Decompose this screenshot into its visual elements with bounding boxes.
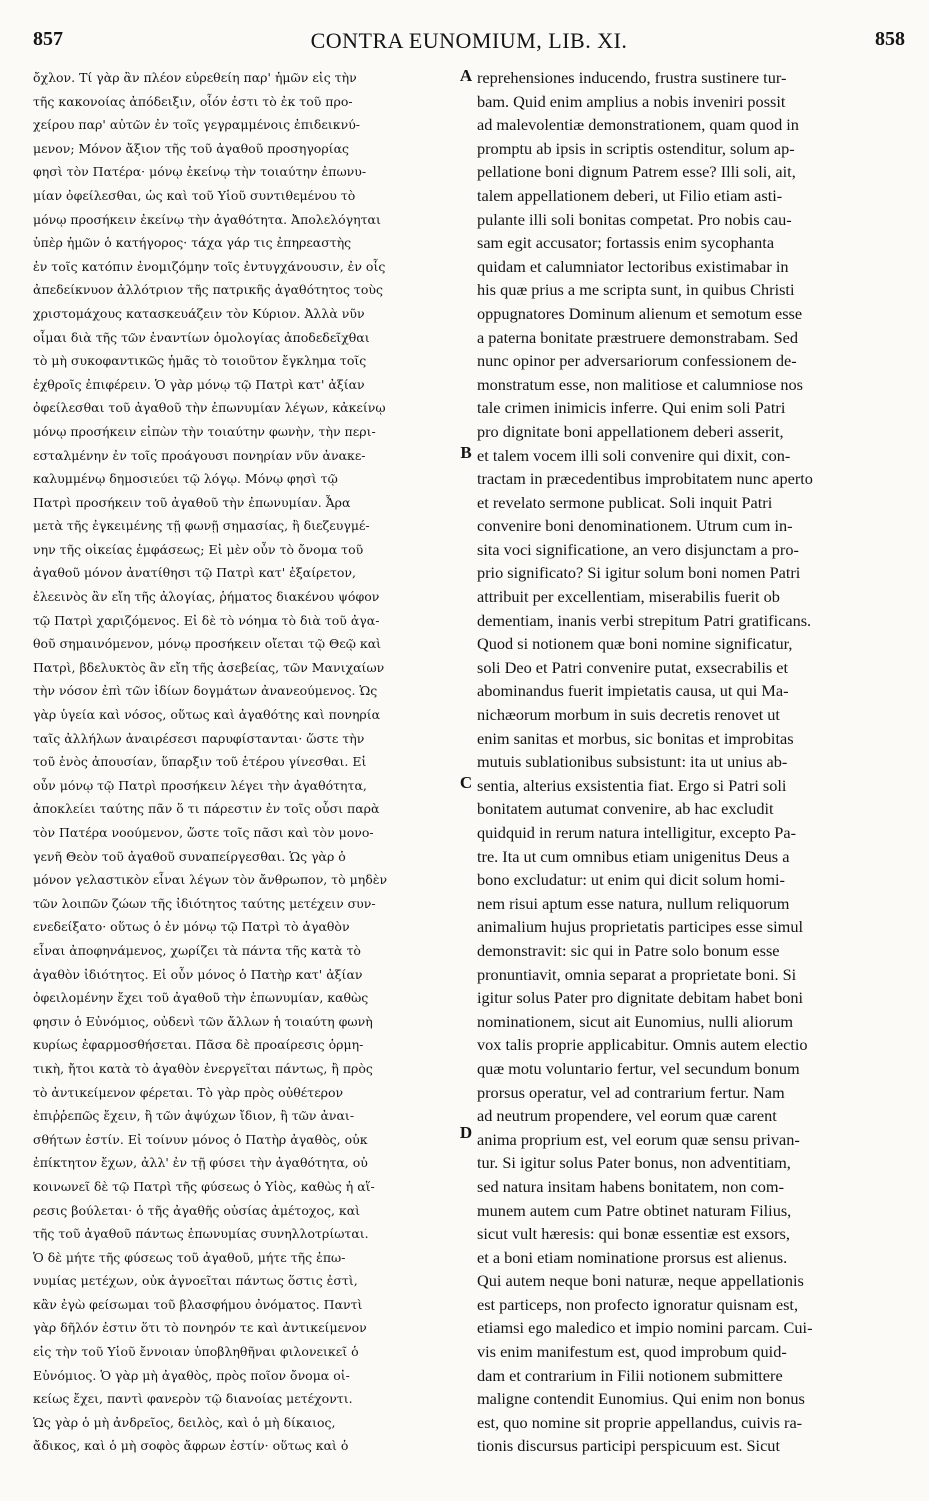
latin-text-line: animalium hujus proprietatis participes esse simul (477, 917, 804, 937)
latin-text-line: nunc opinor per adversariorum confessionem de- (477, 351, 797, 371)
latin-text-line: quæ motu voluntario fertur, vel secundum bonum (477, 1058, 800, 1078)
greek-text-line: μόνῳ προσήκειν ἐκείνῳ τὴν ἀγαθότητα. Ἀπολελόγηται (33, 211, 381, 227)
latin-text-line: et revelato sermone publicat. Soli inquit Patri (477, 492, 773, 512)
greek-text-line: σθήτων ἐστίν. Εἰ τοίνυν μόνος ὁ Πατὴρ ἀγαθὸς, οὐκ (33, 1131, 368, 1147)
latin-text-line: maligne contendit Eunomius. Qui enim non bonus (477, 1389, 805, 1409)
greek-text-line: τῷ Πατρὶ χαριζόμενος. Εἰ δὲ τὸ νόημα τὸ διὰ τοῦ ἀγα- (33, 612, 380, 628)
greek-text-line: ἐπίκτητον ἔχων, ἀλλ' ἐν τῇ φύσει τὴν ἀγαθότητα, οὐ (33, 1155, 368, 1171)
latin-text-line: est particeps, non profecto ignoratur quisnam est, (477, 1294, 799, 1314)
latin-text-line: et a boni etiam nominatione prorsus est alienus. (477, 1247, 788, 1267)
greek-text-line: κοινωνεῖ δὲ τῷ Πατρὶ τῆς φύσεως ὁ Υἱὸς, καθὼς ἡ αἵ- (33, 1178, 375, 1194)
margin-marker-b: B (460, 443, 472, 462)
greek-text-line: ενεδείξατο· οὕτως ὁ ἐν μόνῳ τῷ Πατρὶ τὸ ἀγαθὸν (33, 919, 350, 935)
latin-text-line: quidquid in rerum natura intelligitur, excepto Pa- (477, 823, 797, 842)
page-number-right: 858 (875, 28, 905, 50)
latin-text-line: sed natura insitam habens bonitatem, non com- (477, 1176, 785, 1196)
latin-text-line: igitur solus Pater pro dignitate debitam habet boni (477, 988, 804, 1008)
latin-text-line: sentia, alterius exsistentia fiat. Ergo si Patri soli (477, 775, 787, 795)
latin-text-line: promptu ab ipsis in scriptis ostenditur, solum ap- (477, 138, 795, 158)
latin-text-line: ad neutrum propendere, vel eorum quæ carent (477, 1106, 777, 1126)
greek-text-line: εἶναι ἀποφηνάμενος, χωρίζει τὰ πάντα τῆς κατὰ τὸ (33, 942, 361, 958)
greek-text-line: ἐχθροῖς ἐπιφέρειν. Ὁ γὰρ μόνῳ τῷ Πατρὶ κατ' ἀξίαν (33, 376, 365, 392)
margin-marker-c: C (459, 773, 473, 792)
greek-text-line: ὀφείλεσθαι τοῦ ἀγαθοῦ τὴν ἐπωνυμίαν λέγων, κἀκείνῳ (33, 400, 386, 416)
greek-text-line: ἀποκλείει ταύτης πᾶν ὅ τι πάρεστιν ἐν τοῖς οὖσι παρὰ (33, 801, 380, 817)
greek-text-line: Πατρὶ προσήκειν τοῦ ἀγαθοῦ τὴν ἐπωνυμίαν. Ἆρα (33, 494, 351, 510)
greek-text-line: μόνον γελαστικὸν εἶναι λέγων τὸν ἄνθρωπον, τὸ μηδὲν (33, 872, 388, 888)
greek-text-line: ἐν τοῖς κατόπιν ἐνομιζόμην τοῖς ἐντυγχάνουσιν, ἐν οἷς (33, 258, 386, 274)
greek-text-line: τὸν Πατέρα νοούμενον, ὥστε τοῖς πᾶσι καὶ τὸν μονο- (33, 825, 374, 840)
latin-text-line: nem risui aptum esse natura, nullum reliquorum (477, 893, 790, 913)
greek-text-line: Ὡς γὰρ ὁ μὴ ἀνδρεῖος, δειλὸς, καὶ ὁ μὴ δίκαιος, (33, 1414, 336, 1430)
latin-text-line: oppugnatores Dominum alienum et semotum esse (477, 303, 803, 323)
greek-text-line: τῶν λοιπῶν ζώων τῆς ἰδιότητος ταύτης μετέχειν συν- (33, 895, 376, 911)
latin-text-line: tionis discursus participi perspicuum est. Sicut (477, 1436, 780, 1456)
greek-text-line: τοῦ ἑνὸς ἀπουσίαν, ὕπαρξιν τοῦ ἑτέρου γίνεσθαι. Εἰ (33, 754, 367, 770)
greek-text-column (33, 66, 455, 1458)
latin-text-line: bonitatem autumat convenire, ab hac excludit (477, 799, 774, 819)
latin-text-line: monstratum esse, non malitiose et calumniose nos (477, 374, 804, 394)
latin-text-line: munem autem cum Patre obtinet naturam Filius, (477, 1200, 792, 1220)
greek-text-line: καλυμμένῳ δημοσιεύει τῷ λόγῳ. Μόνῳ φησὶ τῷ (33, 471, 338, 487)
greek-text-line: ἀπεδείκνυον ἀλλότριον τῆς πατρικῆς ἀγαθότητος τοὺς (33, 282, 383, 298)
greek-text-line: εσταλμένην ἐν τοῖς προάγουσι πονηρίαν νῦν ἀνακε- (33, 447, 366, 463)
latin-text-line: dementiam, inanis verbi strepitum Patri gratificans. (477, 610, 812, 630)
latin-text-line: ad malevolentiæ demonstrationem, quam quod in (477, 115, 799, 135)
greek-text-line: γενῆ Θεὸν τοῦ ἀγαθοῦ συναπείργεσθαι. Ὡς γὰρ ὁ (33, 848, 346, 864)
greek-text-line: ἐπιῤῥεπῶς ἔχειν, ἢ τῶν ἀψύχων ἴδιον, ἢ τῶν ἀναι- (33, 1108, 355, 1124)
page-header (33, 28, 905, 62)
latin-text-line: attribuit per excellentiam, miserabilis fuerit ob (477, 587, 780, 607)
latin-text-line: enim sanitas et morbus, sic bonitas et improbitas (477, 728, 794, 748)
latin-text-line: et talem vocem illi soli convenire qui dixit, con- (477, 445, 791, 465)
greek-text-line: θοῦ σημαινόμενον, μόνῳ προσήκειν οἴεται τῷ Θεῷ καὶ (33, 636, 382, 652)
greek-text-line: ἀγαθοῦ μόνον ἀνατίθησι τῷ Πατρὶ κατ' ἐξαίρετον, (33, 565, 356, 581)
greek-text-line: χριστομάχους κατασκευάζειν τὸν Κύριον. Ἀλλὰ νῦν (33, 305, 365, 321)
latin-text-column (477, 66, 907, 1458)
greek-text-line: Εὐνόμιος. Ὁ γὰρ μὴ ἀγαθὸς, πρὸς ποῖον ὄνομα οἰ- (33, 1367, 350, 1383)
greek-text-line: γὰρ ὑγεία καὶ νόσος, οὕτως καὶ ἀγαθότης καὶ πονηρία (33, 707, 381, 723)
greek-text-line: νυμίας μετέχων, οὐκ ἀγνοεῖται πάντως ὅστις ἐστὶ, (33, 1273, 358, 1289)
greek-text-line: ὄχλον. Τί γὰρ ἂν πλέον εὑρεθείη παρ' ἡμῶν εἰς τὴν (33, 70, 357, 85)
latin-text-line: anima proprium est, vel eorum quæ sensu privan- (477, 1129, 800, 1149)
latin-text-line: est, quo nomine sit proprie appellandus, cuivis ra- (477, 1412, 803, 1432)
greek-text-line: ἀγαθὸν ἰδιότητος. Εἰ οὖν μόνος ὁ Πατὴρ κατ' ἀξίαν (33, 966, 363, 982)
latin-text-line: pro dignitate boni appellationem deberi asserit, (477, 421, 784, 441)
latin-text-line: tractam in præcedentibus improbitatem nunc aperto (477, 469, 813, 489)
latin-text-line: mutuis sublationibus subsistunt: ita ut unius ab- (477, 752, 788, 772)
latin-text-line: demonstravit: sic qui in Patre solo bonum esse (477, 940, 780, 960)
margin-marker-a: A (459, 66, 473, 85)
greek-text-line: Ὁ δὲ μήτε τῆς φύσεως τοῦ ἀγαθοῦ, μήτε τῆς ἐπω- (33, 1249, 346, 1265)
greek-text-line: χείρου παρ' αὐτῶν ἐν τοῖς γεγραμμένοις ἐπιδεικνύ- (33, 117, 361, 133)
greek-text-line: οὖν μόνῳ τῷ Πατρὶ προσήκειν λέγει τὴν ἀγαθότητα, (33, 777, 367, 793)
latin-text-line: pronuntiavit, omnia separat a proprietate boni. Si (477, 964, 797, 984)
latin-text-line: nichæorum morbum in suis decretis renovet ut (477, 705, 780, 725)
greek-text-line: τῆς κακονοίας ἀπόδειξιν, οἷόν ἐστι τὸ ἐκ τοῦ προ- (33, 93, 353, 109)
latin-text-line: his quæ prius a me scripta sunt, in quibus Christi (477, 280, 795, 300)
latin-text-line: quidam et calumniator lectoribus existimabar in (477, 256, 789, 276)
greek-text-line: οἶμαι διὰ τῆς τῶν ἐναντίων ὁμολογίας ἀποδεδεῖχθαι (33, 329, 370, 345)
greek-text-line: τικὴ, ἤτοι κατὰ τὸ ἀγαθὸν ἐνεργεῖται πάντως, ἢ πρὸς (33, 1060, 373, 1076)
latin-text-line: reprehensiones inducendo, frustra sustinere tur- (477, 68, 787, 87)
latin-text-line: a paterna bonitate præstruere demonstrabam. Sed (477, 327, 798, 347)
margin-marker-d: D (459, 1123, 473, 1142)
greek-text-line: εἰς τὴν τοῦ Υἱοῦ ἔννοιαν ὑποβληθῆναι φιλονεικεῖ ὁ (33, 1344, 359, 1360)
greek-text-line: φησιν ὁ Εὐνόμιος, οὐδενὶ τῶν ἄλλων ἡ τοιαύτη φωνὴ (33, 1013, 373, 1029)
latin-text-line: vox talis proprie applicabitur. Omnis autem electio (477, 1035, 808, 1055)
latin-text-line: convenire boni denominationem. Utrum cum in- (477, 516, 793, 536)
greek-text-line: μόνῳ προσήκειν εἰπὼν τὴν τοιαύτην φωνὴν, τὴν περι- (33, 423, 376, 439)
latin-text-line: bono excludatur: ut enim qui dicit solum homi- (477, 870, 785, 890)
latin-text-line: Quod si notionem quæ boni nomine significatur, (477, 634, 793, 654)
greek-text-line: κυρίως ἐφαρμοσθήσεται. Πᾶσα δὲ προαίρεσις ὁρμη- (33, 1037, 364, 1053)
latin-text-line: sam egit accusator; fortassis enim sycophanta (477, 233, 775, 253)
latin-text-line: bam. Quid enim amplius a nobis inveniri possit (477, 91, 786, 111)
latin-text-line: abominandus fuerit impietatis causa, ut qui Ma- (477, 681, 789, 701)
latin-text-line: tre. Ita ut cum omnibus etiam unigenitus Deus a (477, 846, 790, 866)
latin-text-line: talem appellationem deberi, ut Filio etiam asti- (477, 185, 783, 205)
greek-text-line: ρεσις βούλεται· ὁ τῆς ἀγαθῆς οὐσίας ἀμέτοχος, καὶ (33, 1202, 361, 1218)
latin-text-line: nominationem, sicut ait Eunomius, nulli aliorum (477, 1011, 794, 1031)
latin-text-line: dam et contrarium in Filii notionem submittere (477, 1365, 783, 1385)
latin-text-line: sicut vult hæresis: qui bonæ essentiæ est exsors, (477, 1224, 790, 1244)
greek-text-line: νην τῆς οἰκείας ἐμφάσεως; Εἰ μὲν οὖν τὸ ὄνομα τοῦ (33, 541, 364, 557)
greek-text-line: μενον; Μόνον ἄξιον τῆς τοῦ ἀγαθοῦ προσηγορίας (33, 140, 350, 156)
greek-text-line: κἂν ἐγὼ φείσωμαι τοῦ βλασφήμου ὀνόματος. Παντὶ (33, 1296, 363, 1312)
greek-text-line: τῆς τοῦ ἀγαθοῦ πάντως ἐπωνυμίας συνηλλοτρίωται. (33, 1226, 369, 1242)
greek-text-line: τὴν νόσον ἐπὶ τῶν ἰδίων δογμάτων ἀνανεούμενος. Ὡς (33, 683, 378, 699)
greek-text-line: μίαν ὀφείλεσθαι, ὡς καὶ τοῦ Υἱοῦ συντιθεμένου τὸ (33, 187, 356, 203)
latin-text-line: etiamsi ego maledico et impio nomini parcam. Cui- (477, 1318, 813, 1338)
latin-text-line: prorsus operatur, vel ad contrarium fertur. Nam (477, 1082, 785, 1102)
latin-text-line: prio significato? Si igitur solum boni nomen Patri (477, 563, 801, 583)
page-number-left: 857 (33, 28, 63, 50)
greek-text-line: ταῖς ἀλλήλων ἀναιρέσεσι παρυφίστανται· ὥστε τὴν (33, 730, 365, 746)
running-title: CONTRA EUNOMIUM, LIB. XI. (310, 28, 628, 53)
latin-text-line: Qui autem neque boni naturæ, neque appellationis (477, 1271, 804, 1291)
greek-text-line: ὑπὲρ ἡμῶν ὁ κατήγορος· τάχα γάρ τις ἐπηρεαστὴς (33, 235, 352, 251)
greek-text-line: Πατρὶ, βδελυκτὸς ἂν εἴη τῆς ἀσεβείας, τῶν Μανιχαίων (33, 659, 385, 675)
greek-text-line: τὸ μὴ συκοφαντικῶς ἡμᾶς τὸ τοιοῦτον ἔγκλημα τοῖς (33, 353, 367, 369)
latin-text-line: pellatione boni dignum Patrem esse? Illi soli, ait, (477, 162, 796, 182)
latin-text-line: sita voci significatione, an vero disjunctam a pro- (477, 539, 799, 559)
greek-text-line: μετὰ τῆς ἐγκειμένης τῇ φωνῇ σημασίας, ἢ διεζευγμέ- (33, 518, 370, 534)
greek-text-line: γὰρ δῆλόν ἐστιν ὅτι τὸ πονηρόν τε καὶ ἀντικείμενον (33, 1320, 367, 1336)
greek-text-line: φησὶ τὸν Πατέρα· μόνῳ ἐκείνῳ τὴν τοιαύτην ἐπωνυ- (33, 164, 367, 180)
greek-text-line: ἄδικος, καὶ ὁ μὴ σοφὸς ἄφρων ἐστίν· οὕτως καὶ ὁ (33, 1438, 349, 1454)
latin-text-line: pulante illi soli bonitas competat. Pro nobis cau- (477, 209, 792, 229)
greek-text-line: ὀφειλομένην ἔχει τοῦ ἀγαθοῦ τὴν ἐπωνυμίαν, καθὼς (33, 990, 369, 1006)
latin-text-line: tur. Si igitur solus Pater bonus, non adventitiam, (477, 1153, 791, 1173)
greek-text-line: τὸ ἀντικείμενον φέρεται. Τὸ γὰρ πρὸς οὐθέτερον (33, 1084, 344, 1100)
latin-text-line: tale crimen inimicis inferre. Qui enim soli Patri (477, 398, 786, 418)
latin-text-line: soli Deo et Patri convenire putat, exsecrabilis et (477, 657, 789, 677)
greek-text-line: ἐλεεινὸς ἂν εἴη τῆς ἀλογίας, ῥήματος διακένου ψόφον (33, 589, 380, 605)
greek-text-line: κείως ἔχει, παντὶ φανερὸν τῷ διανοίας μετέχοντι. (33, 1391, 353, 1407)
latin-text-line: vis enim manifestum est, quod improbum quid- (477, 1342, 787, 1362)
